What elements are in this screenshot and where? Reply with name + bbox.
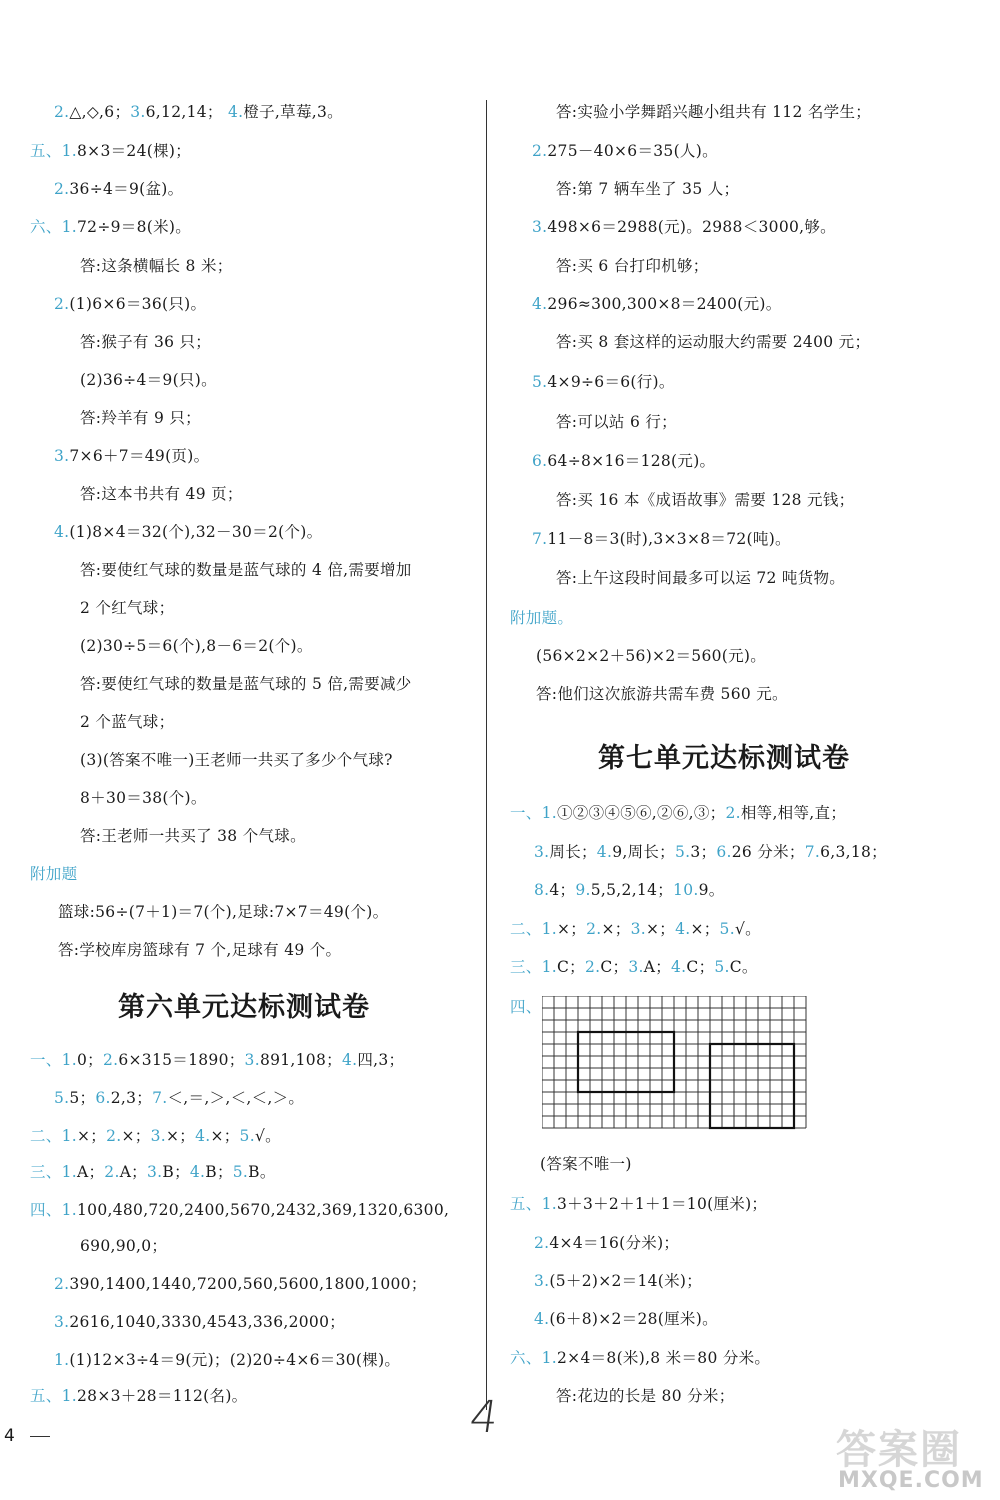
answer-line: 答:实验小学舞蹈兴趣小组共有 112 名学生； xyxy=(556,103,872,121)
answer-line: 三、1.A；2.A；3.B；4.B；5.B。 xyxy=(30,1163,276,1181)
answer-line: 答:要使红气球的数量是蓝气球的 5 倍,需要减少 xyxy=(80,675,412,693)
answer-line: 2.390,1400,1440,7200,560,5600,1800,1000； xyxy=(54,1275,427,1293)
answer-line: 答:猴子有 36 只； xyxy=(80,333,212,351)
grid-svg xyxy=(542,996,818,1136)
answer-line: 四、1.100,480,720,2400,5670,2432,369,1320,6300, xyxy=(30,1201,450,1219)
answer-line: (3)(答案不唯一)王老师一共买了多少个气球? xyxy=(80,751,393,769)
answer-line: 六、1.72÷9＝8(米)。 xyxy=(30,218,192,236)
answer-line: 五、1.3＋3＋2＋1＋1＝10(厘米)； xyxy=(510,1195,768,1213)
section-label: 附加题。 xyxy=(510,609,574,627)
answer-line: 答:王老师一共买了 38 个气球。 xyxy=(80,827,306,845)
answer-line: 答:可以站 6 行； xyxy=(556,413,677,431)
answer-line: 3.(5＋2)×2＝14(米)； xyxy=(534,1272,703,1290)
answer-line: 2.△,◇,6；3.6,12,14； 4.橙子,草莓,3。 xyxy=(54,103,343,121)
answer-line: 答:第 7 辆车坐了 35 人； xyxy=(556,180,740,198)
answer-line: 2.275－40×6＝35(人)。 xyxy=(532,142,718,160)
answer-line: 3.7×6＋7＝49(页)。 xyxy=(54,447,210,465)
page-number: 4 xyxy=(4,1426,15,1446)
answer-line: 六、1.2×4＝8(米),8 米＝80 分米。 xyxy=(510,1349,771,1367)
answer-line: 答:要使红气球的数量是蓝气球的 4 倍,需要增加 xyxy=(80,561,412,579)
answer-line: 1.(1)12×3÷4＝9(元)；(2)20÷4×6＝30(棵)。 xyxy=(54,1351,401,1369)
answer-line: 8＋30＝38(个)。 xyxy=(80,789,207,807)
answer-line: (56×2×2＋56)×2＝560(元)。 xyxy=(536,647,767,665)
answer-line: 篮球:56÷(7＋1)＝7(个),足球:7×7＝49(个)。 xyxy=(58,903,389,921)
answer-line: 答:上午这段时间最多可以运 72 吨货物。 xyxy=(556,569,846,587)
answer-line: 3.2616,1040,3330,4543,336,2000； xyxy=(54,1313,346,1331)
answer-line: 5.5；6.2,3；7.＜,＝,＞,＜,＜,＞。 xyxy=(54,1089,305,1107)
answer-line: 5.4×9÷6＝6(行)。 xyxy=(532,373,675,391)
answer-line: 2.(1)6×6＝36(只)。 xyxy=(54,295,207,313)
answer-line: 答:花边的长是 80 分米； xyxy=(556,1387,735,1405)
answer-line: 答:他们这次旅游共需车费 560 元。 xyxy=(536,685,788,703)
answer-line: 答:羚羊有 9 只； xyxy=(80,409,201,427)
answer-line: 4.(1)8×4＝32(个),32－30＝2(个)。 xyxy=(54,523,323,541)
answer-line: 8.4；9.5,5,2,14；10.9。 xyxy=(534,881,725,899)
answer-line: 2.4×4＝16(分米)； xyxy=(534,1234,680,1252)
grid-figure xyxy=(542,996,818,1140)
page-number-dash xyxy=(30,1436,50,1437)
answer-line: 答:买 16 本《成语故事》需要 128 元钱； xyxy=(556,491,855,509)
answer-line: 答:买 8 套这样的运动服大约需要 2400 元； xyxy=(556,333,871,351)
section-label: 四、 xyxy=(510,998,542,1016)
answer-line: 7.11－8＝3(时),3×3×8＝72(吨)。 xyxy=(532,530,791,548)
answer-line: 三、1.C；2.C；3.A；4.C；5.C。 xyxy=(510,958,758,976)
watermark-url: MXQE.COM xyxy=(838,1468,984,1493)
answer-line: 答:这本书共有 49 页； xyxy=(80,485,243,503)
answer-line: 二、1.×；2.×；3.×；4.×；5.√。 xyxy=(30,1127,281,1145)
handwritten-mark: 4 xyxy=(466,1392,502,1443)
watermark-title: 答案圈 xyxy=(836,1427,962,1473)
answer-line: 五、1.8×3＝24(棵)； xyxy=(30,142,192,160)
answer-line: (2)30÷5＝6(个),8－6＝2(个)。 xyxy=(80,637,313,655)
answer-rectangle-right xyxy=(710,1044,794,1128)
answer-line: 2 个蓝气球； xyxy=(80,713,175,731)
section-heading: 第七单元达标测试卷 xyxy=(598,743,850,774)
answer-line: 6.64÷8×16＝128(元)。 xyxy=(532,452,716,470)
answer-line: 4.(6＋8)×2＝28(厘米)。 xyxy=(534,1310,718,1328)
answer-line: 五、1.28×3＋28＝112(名)。 xyxy=(30,1387,248,1405)
answer-line: 答:买 6 台打印机够； xyxy=(556,257,709,275)
answer-line: 4.296≈300,300×8＝2400(元)。 xyxy=(532,295,782,313)
answer-line: 690,90,0； xyxy=(80,1237,168,1255)
answer-line: 答:学校库房篮球有 7 个,足球有 49 个。 xyxy=(58,941,342,959)
answer-line: 2 个红气球； xyxy=(80,599,175,617)
column-divider xyxy=(486,100,487,1410)
answer-line: 2.36÷4＝9(盆)。 xyxy=(54,180,184,198)
answer-line: 3.498×6＝2988(元)。2988＜3000,够。 xyxy=(532,218,836,236)
answer-line: 答:这条横幅长 8 米； xyxy=(80,257,233,275)
answer-line: 一、1.①②③④⑤⑥,②⑥,③；2.相等,相等,直； xyxy=(510,804,847,822)
answer-line: 一、1.0；2.6×315＝1890；3.891,108；4.四,3； xyxy=(30,1051,405,1069)
answer-line: (2)36÷4＝9(只)。 xyxy=(80,371,217,389)
answer-line: 3.周长；4.9,周长；5.3；6.26 分米；7.6,3,18； xyxy=(534,843,887,861)
answer-line: 二、1.×；2.×；3.×；4.×；5.√。 xyxy=(510,920,761,938)
section-heading: 第六单元达标测试卷 xyxy=(118,992,370,1023)
section-label: 附加题 xyxy=(30,865,78,883)
answer-note: (答案不唯一) xyxy=(540,1155,632,1173)
watermark-logo xyxy=(836,1418,996,1498)
